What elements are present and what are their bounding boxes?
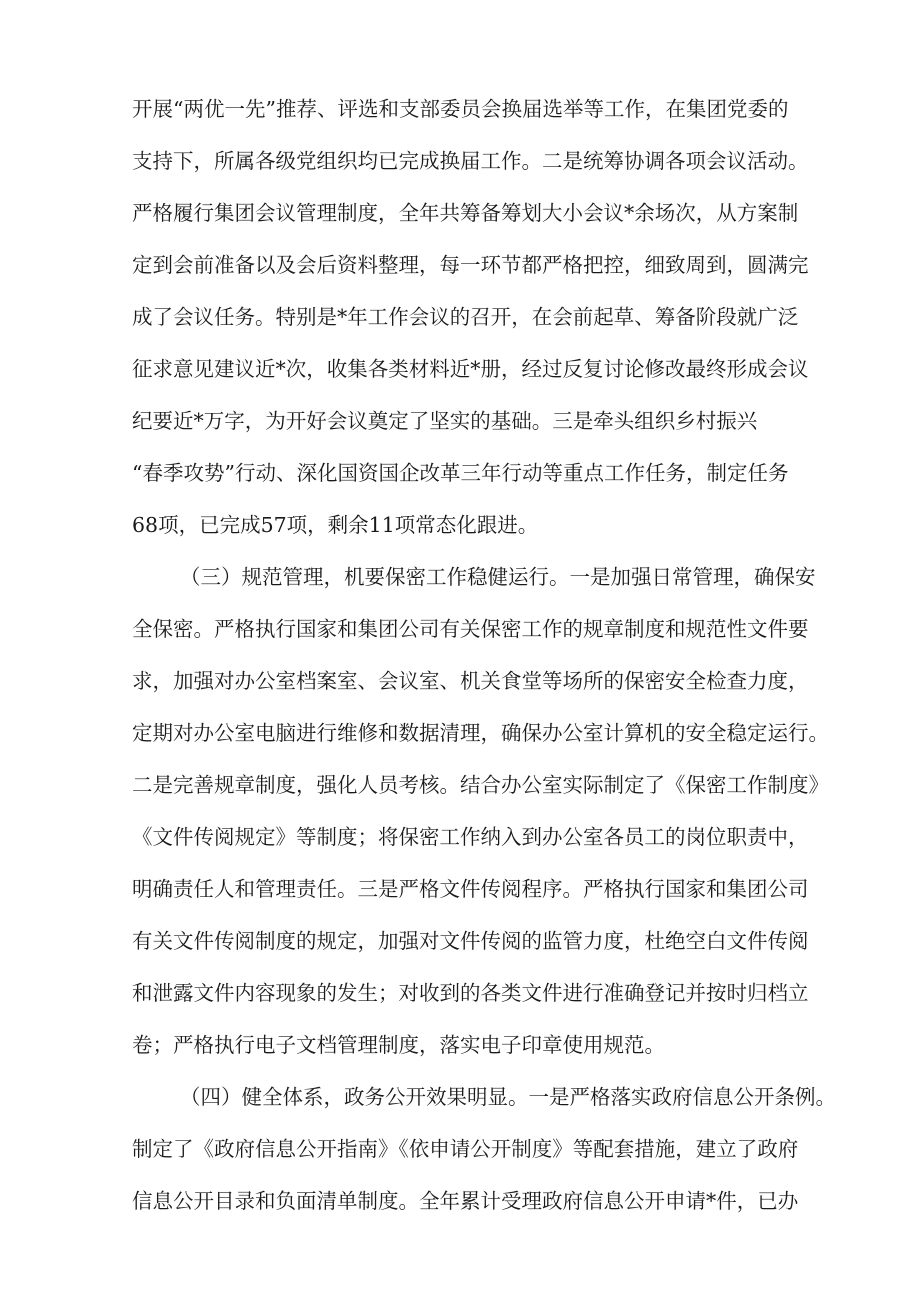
text-line: 二是完善规章制度，强化人员考核。结合办公室实际制定了《保密工作制度》	[132, 773, 829, 797]
text-line: 有关文件传阅制度的规定，加强对文件传阅的监管力度，杜绝空白文件传阅	[132, 929, 809, 953]
text-line: “春季攻势”行动、深化国资国企改革三年行动等重点工作任务，制定任务	[132, 461, 789, 485]
text-line: 纪要近*万字，为开好会议奠定了坚实的基础。三是牵头组织乡村振兴	[132, 409, 758, 433]
text-line: 制定了《政府信息公开指南》《依申请公开制度》等配套措施，建立了政府	[132, 1137, 799, 1161]
text-line: 《文件传阅规定》等制度；将保密工作纳入到办公室各员工的岗位职责中，	[132, 825, 809, 849]
text-line: 成了会议任务。特别是*年工作会议的召开，在会前起草、筹备阶段就广泛	[132, 305, 799, 329]
text-line: 卷；严格执行电子文档管理制度，落实电子印章使用规范。	[132, 1033, 665, 1057]
text-line: 严格履行集团会议管理制度，全年共筹备筹划大小会议*余场次，从方案制	[132, 201, 799, 225]
text-line: 和泄露文件内容现象的发生；对收到的各类文件进行准确登记并按时归档立	[132, 981, 809, 1005]
text-line: 求，加强对办公室档案室、会议室、机关食堂等场所的保密安全检查力度，	[132, 669, 809, 693]
text-line: 定期对办公室电脑进行维修和数据清理，确保办公室计算机的安全稳定运行。	[132, 721, 829, 745]
text-line: 支持下，所属各级党组织均已完成换届工作。二是统筹协调各项会议活动。	[132, 149, 809, 173]
text-line: 征求意见建议近*次，收集各类材料近*册，经过反复讨论修改最终形成会议	[132, 357, 809, 381]
text-line: 信息公开目录和负面清单制度。全年累计受理政府信息公开申请*件，已办	[132, 1189, 799, 1213]
text-line: 开展“两优一先”推荐、评选和支部委员会换届选举等工作，在集团党委的	[132, 97, 789, 121]
text-line: 明确责任人和管理责任。三是严格文件传阅程序。严格执行国家和集团公司	[132, 877, 809, 901]
text-line: 68项，已完成57项，剩余11项常态化跟进。	[132, 513, 539, 537]
section-heading-line: （三）规范管理，机要保密工作稳健运行。一是加强日常管理，确保安	[180, 565, 816, 589]
text-line: 定到会前准备以及会后资料整理，每一环节都严格把控，细致周到，圆满完	[132, 253, 809, 277]
text-line: 全保密。严格执行国家和集团公司有关保密工作的规章制度和规范性文件要	[132, 617, 809, 641]
section-heading-line: （四）健全体系，政务公开效果明显。一是严格落实政府信息公开条例。	[180, 1085, 836, 1109]
